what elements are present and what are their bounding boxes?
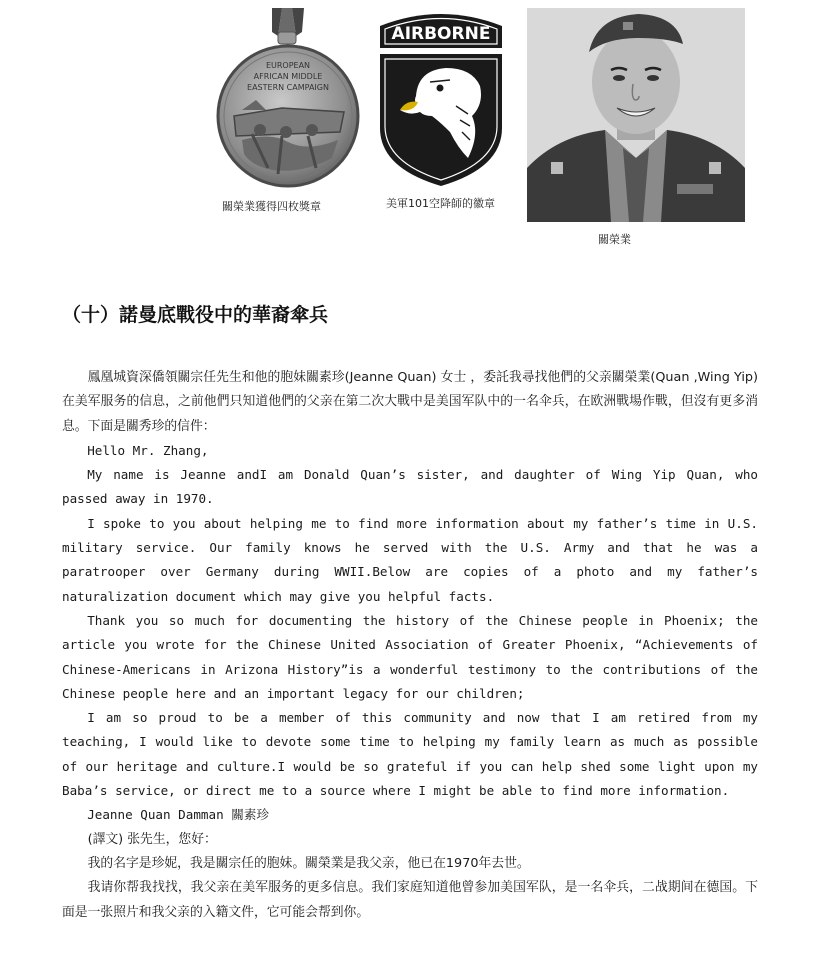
article-body: [62, 366, 758, 925]
medal-inscription-line-3: EASTERN CAMPAIGN: [247, 83, 329, 92]
letter-paragraph-1: My name is Jeanne andI am Donald Quan’s sister, and daughter of Wing Yip Quan, who passed away in 1970.: [62, 467, 758, 507]
section-title: （十）諾曼底戰役中的華裔傘兵: [62, 304, 329, 326]
letter-paragraph-4: I am so proud to be a member of this community and now that I am retired from my teaching, I would like to devote some time to helping my family learn as much as possible of our heritage and culture.I would be so grateful if you can help shed some light upon my Baba’s service, or direct me to a source where I might be able to find more information.: [62, 710, 758, 799]
medal-inscription-line-2: AFRICAN MIDDLE: [253, 72, 323, 81]
translation-paragraph-1: 我的名字是珍妮，我是關宗任的胞妹。關榮業是我父亲，他已在1970年去世。: [87, 855, 530, 871]
translation-paragraph-2: 我请你帮我找找，我父亲在美军服务的更多信息。我们家庭知道他曾参加美国军队，是一名伞兵，二战期间在德国。下面是一张照片和我父亲的入籍文件，它可能会帮到你。: [62, 880, 758, 920]
medal-photo: [212, 8, 364, 192]
portrait-caption: 關榮業: [598, 233, 631, 246]
translation-heading: (譯文) 张先生，您好：: [87, 831, 217, 847]
medal-caption: 關榮業獲得四枚獎章: [222, 200, 321, 213]
airborne-badge: [376, 8, 506, 188]
letter-signature: Jeanne Quan Damman 關素珍: [87, 807, 270, 823]
letter-paragraph-2: I spoke to you about helping me to find more information about my father’s time in U.S. military service. Our family knows he served with the U.S. Army and that he was a paratrooper over Germany during WWII.Below are copies of a photo and my father’s naturalization document which may give you helpful facts.: [62, 515, 758, 604]
intro-paragraph: 鳳凰城資深僑領關宗任先生和他的胞妹關素珍(Jeanne Quan) 女士 ，委託我尋找他們的父亲關榮業(Quan ,Wing Yip)在美军服务的信息，之前他們只知道他們的父亲在第二次大戰中是美国军队中的一名伞兵，在欧洲戰場作戰，但沒有更多消息。下面是關秀珍的信件：: [62, 370, 758, 434]
letter-paragraph-3: Thank you so much for documenting the history of the Chinese people in Phoenix; the article you wrote for the Chinese United Association of Greater Phoenix, “Achievements of Chinese-Americans in Arizona History”is a wonderful testimony to the contributions of the Chinese people here and an important legacy for our children;: [62, 612, 758, 701]
airborne-tab-text: AIRBORNE: [391, 24, 491, 44]
portrait-photo: [527, 8, 745, 222]
badge-caption: 美軍101空降師的徽章: [386, 197, 495, 210]
letter-greeting: Hello Mr. Zhang,: [87, 442, 209, 458]
medal-inscription-line-1: EUROPEAN: [265, 61, 311, 70]
